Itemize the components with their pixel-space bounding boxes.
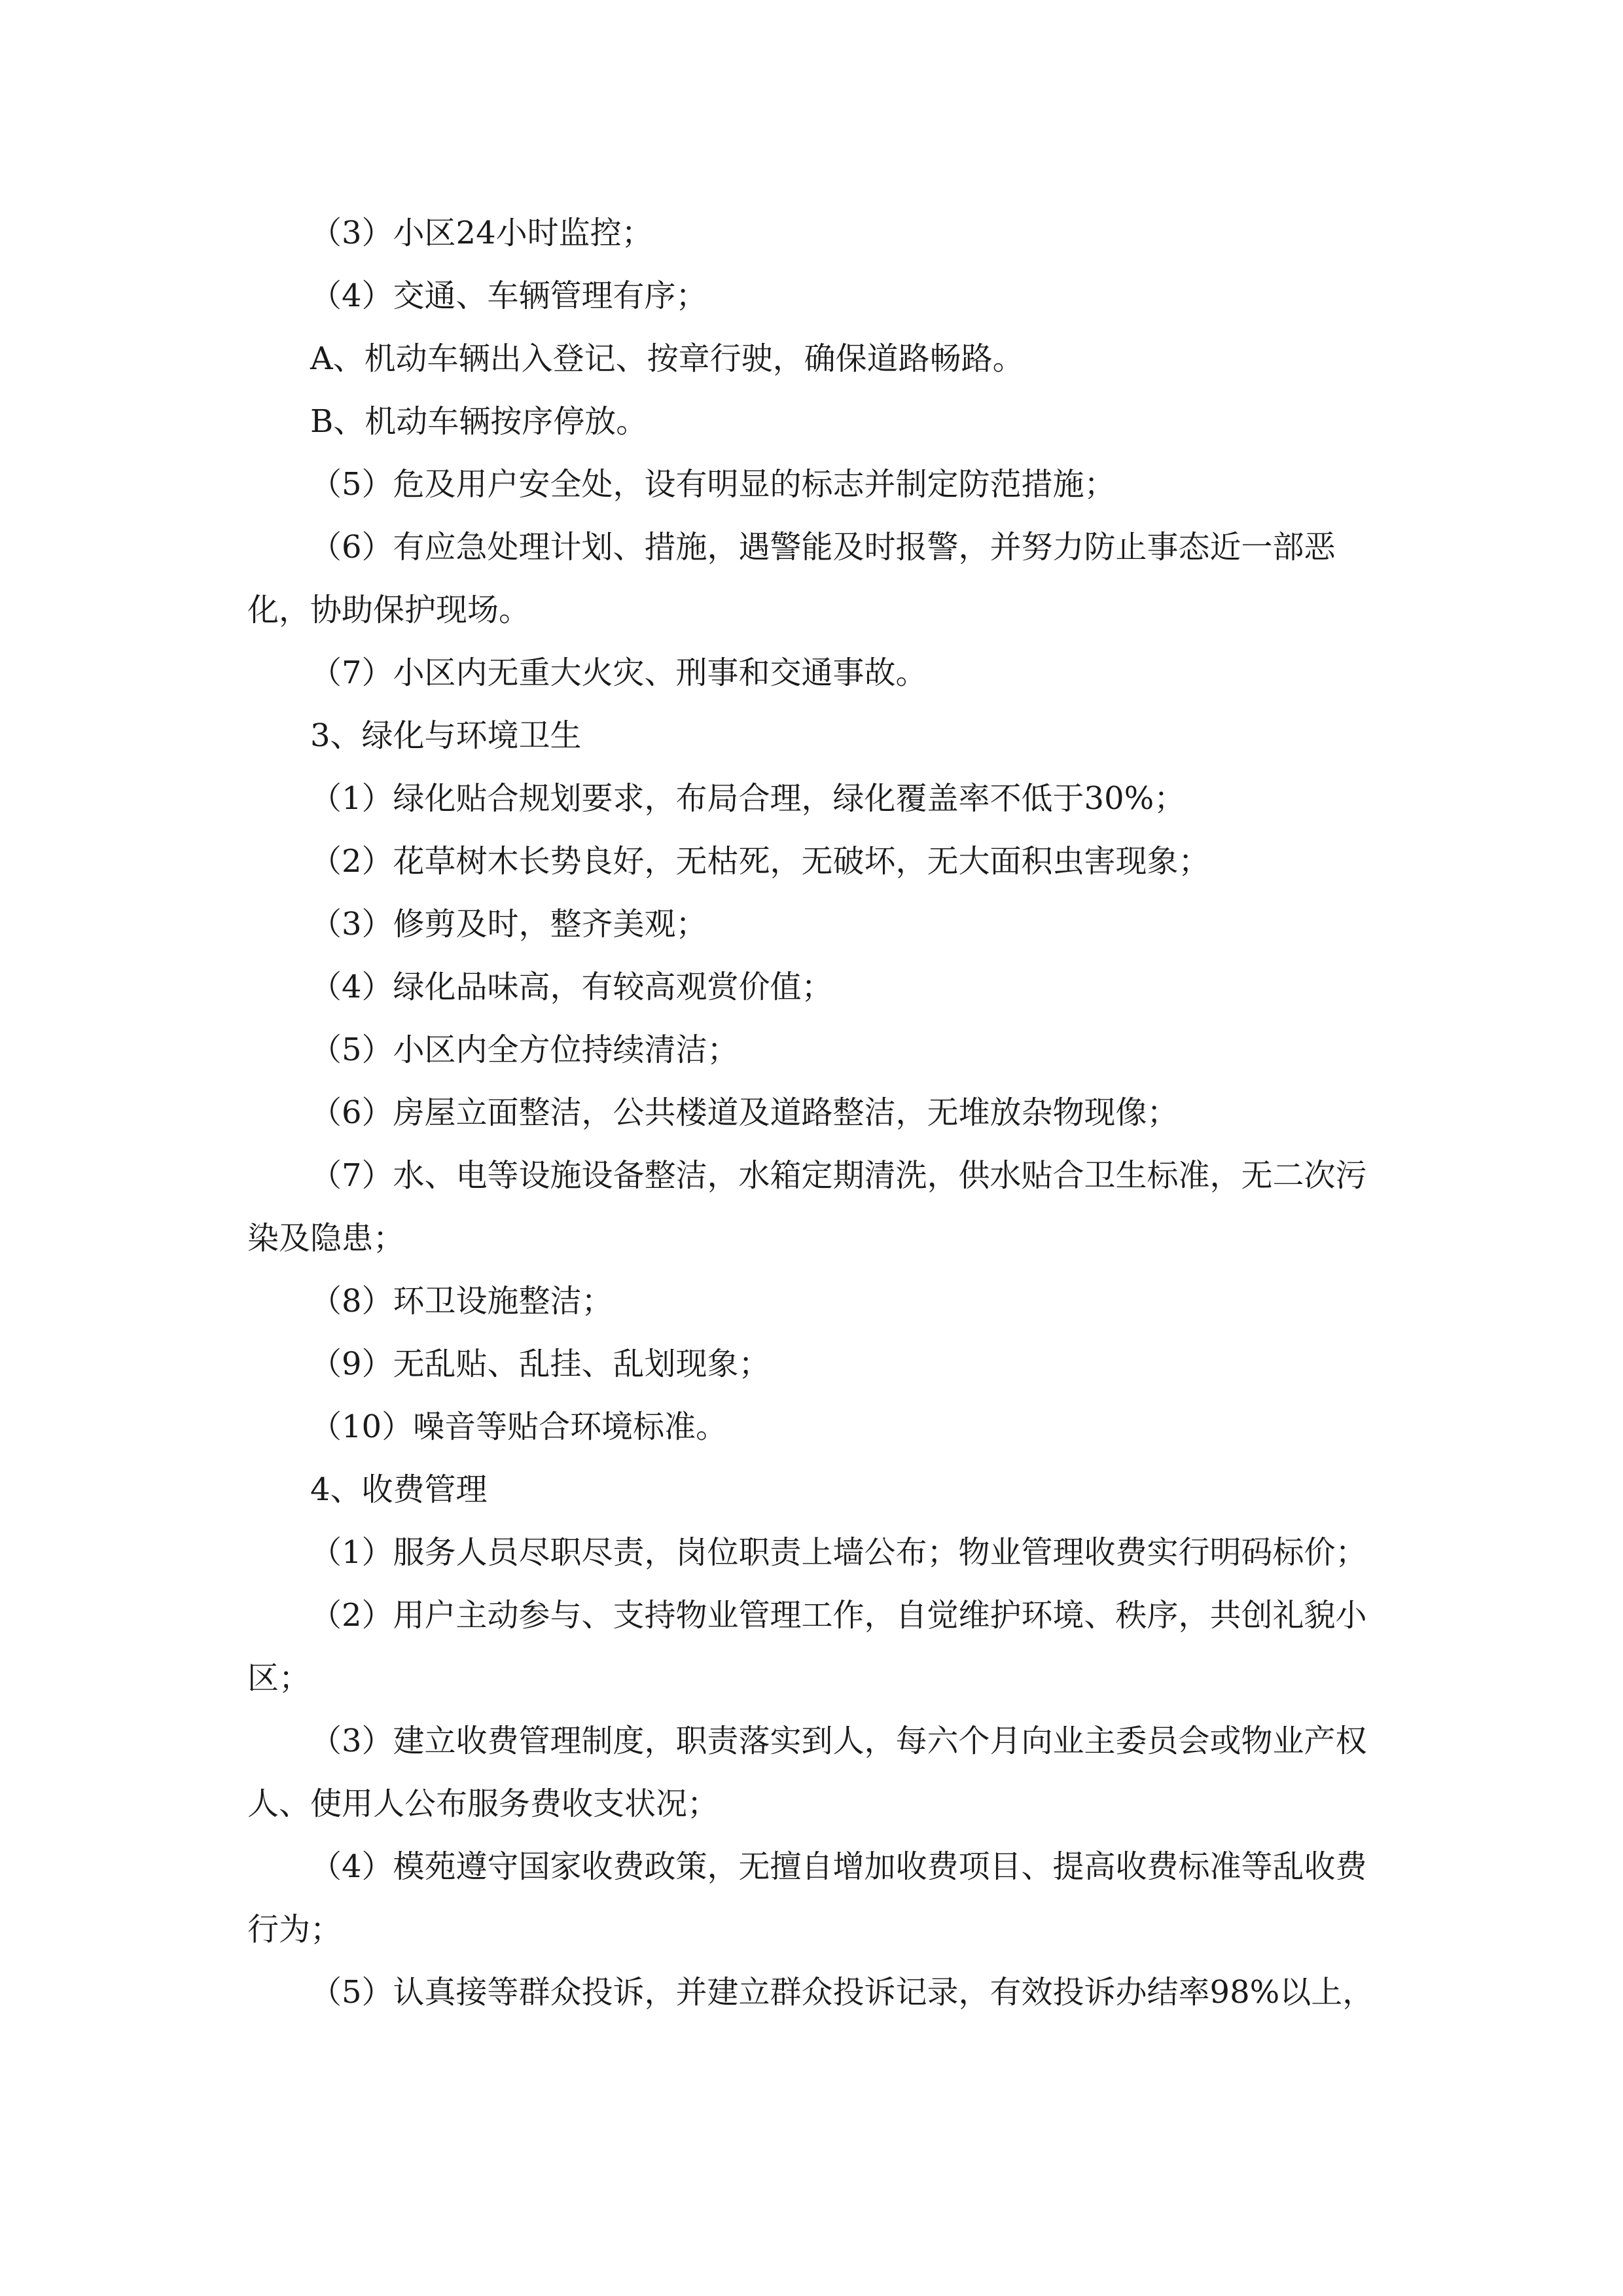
paragraph: （8）环卫设施整洁； <box>310 1283 613 1319</box>
paragraph: （1）绿化贴合规划要求，布局合理，绿化覆盖率不低于30%； <box>310 780 1186 817</box>
paragraph: （10）噪音等贴合环境标准。 <box>310 1408 728 1445</box>
section-heading: 3、绿化与环境卫生 <box>310 717 582 754</box>
paragraph: （2）花草树木长势良好，无枯死，无破坏，无大面积虫害现象； <box>310 843 1210 880</box>
paragraph: （4）模苑遵守国家收费政策，无擅自增加收费项目、提高收费标准等乱收费行为； <box>247 1848 1367 1948</box>
paragraph: （5）危及用户安全处，设有明显的标志并制定防范措施； <box>310 466 1116 503</box>
paragraph: （9）无乱贴、乱挂、乱划现象； <box>310 1346 770 1382</box>
paragraph: （5）认真接等群众投诉，并建立群众投诉记录，有效投诉办结率98%以上， <box>310 1974 1374 2011</box>
paragraph: （6）房屋立面整洁，公共楼道及道路整洁，无堆放杂物现像； <box>310 1094 1179 1131</box>
paragraph: （3）小区24小时监控； <box>310 215 653 251</box>
paragraph: （4）绿化品味高，有较高观赏价值； <box>310 969 833 1005</box>
paragraph: （1）服务人员尽职尽责，岗位职责上墙公布；物业管理收费实行明码标价； <box>310 1534 1367 1571</box>
paragraph: A、机动车辆出入登记、按章行驶，确保道路畅路。 <box>310 340 1024 377</box>
paragraph: （3）修剪及时，整齐美观； <box>310 906 707 942</box>
paragraph: （5）小区内全方位持续清洁； <box>310 1031 739 1068</box>
paragraph: （3）建立收费管理制度，职责落实到人，每六个月向业主委员会或物业产权人、使用人公布服务费收支状况； <box>247 1723 1367 1822</box>
paragraph: B、机动车辆按序停放。 <box>310 403 648 440</box>
paragraph: （6）有应急处理计划、措施，遇警能及时报警，并努力防止事态近一部恶化，协助保护现场。 <box>247 529 1336 628</box>
paragraph: （2）用户主动参与、支持物业管理工作，自觉维护环境、秩序，共创礼貌小区； <box>247 1597 1367 1696</box>
paragraph: （7）小区内无重大火灾、刑事和交通事故。 <box>310 655 927 691</box>
document-body <box>247 202 1386 2024</box>
paragraph: （4）交通、车辆管理有序； <box>310 278 707 314</box>
section-heading: 4、收费管理 <box>310 1471 488 1508</box>
paragraph: （7）水、电等设施设备整洁，水箱定期清洗，供水贴合卫生标准，无二次污染及隐患； <box>247 1157 1367 1257</box>
